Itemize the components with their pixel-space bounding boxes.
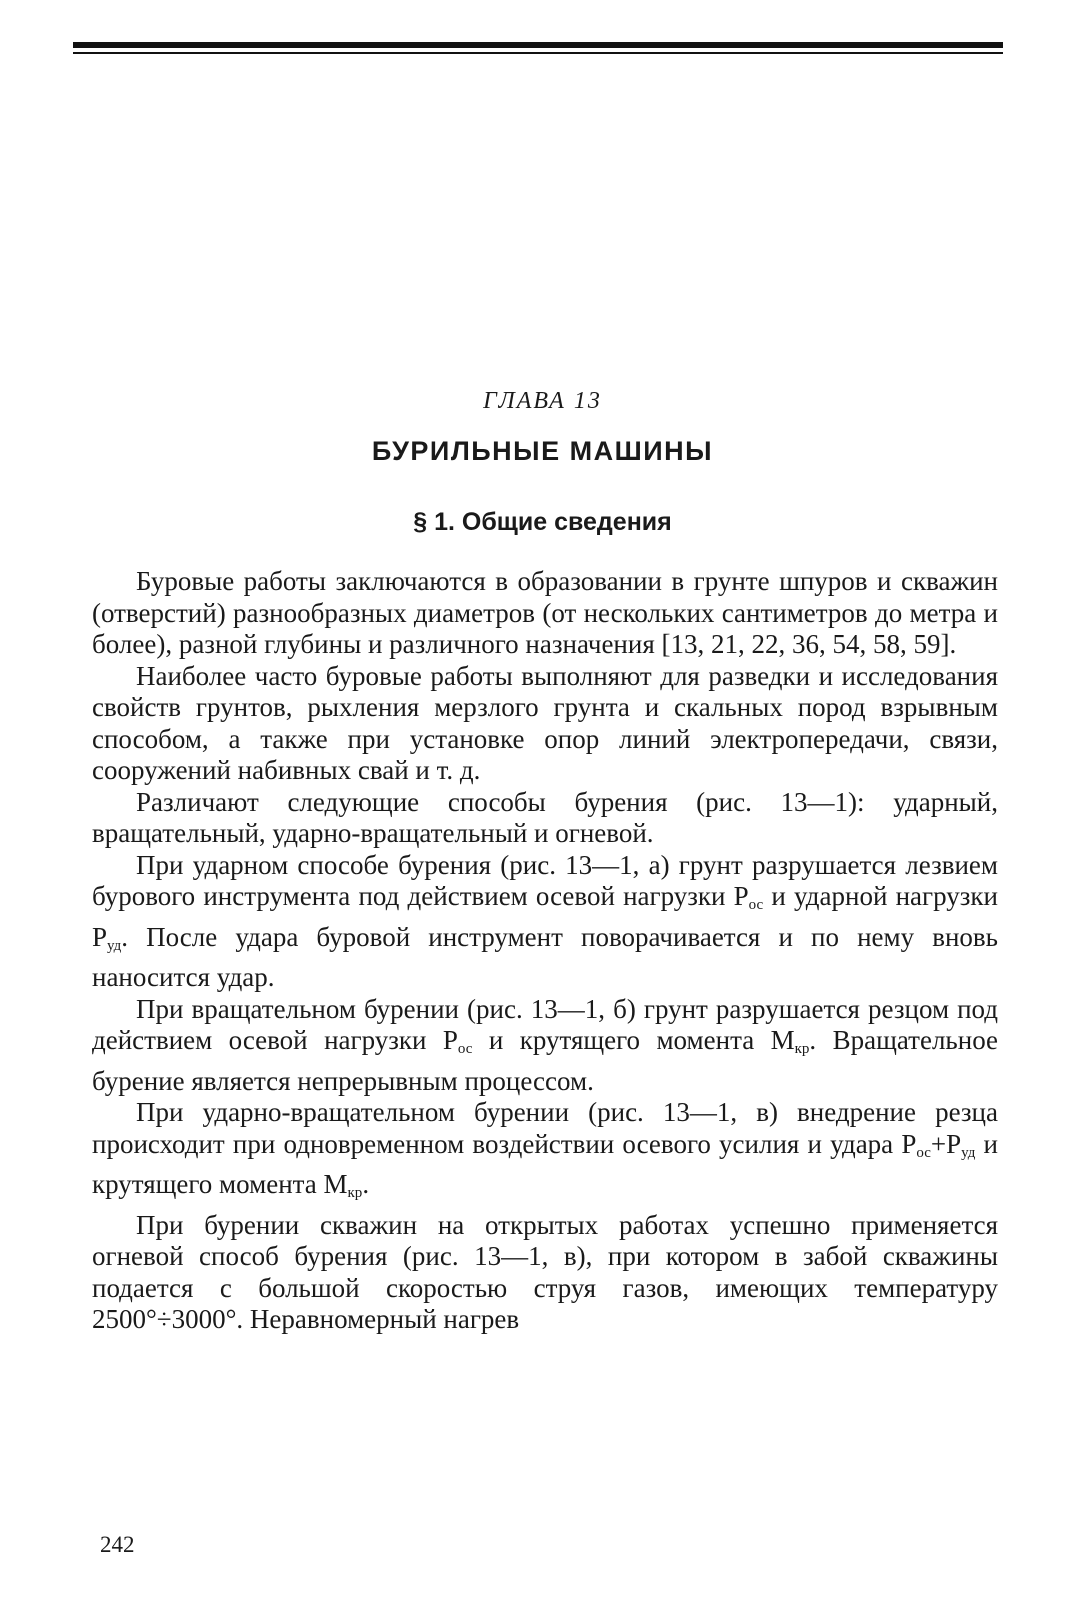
subscript-os: ос [457, 1041, 473, 1057]
page-number: 242 [100, 1532, 135, 1557]
paragraph-5 [92, 994, 998, 1098]
paragraph-6-part-b: +Р [930, 1128, 962, 1159]
paragraph-4-part-a: При ударном способе бурения (рис. 13—1, а) грунт разрушается лезвием бурового инструмента под действием осевой нагрузки Р [92, 849, 998, 911]
subscript-kr: кр [794, 1041, 810, 1057]
paragraph-3: Различают следующие способы бурения (рис. 13—1): ударный, вращательный, ударно-вращательный и огневой. [92, 786, 998, 848]
subscript-os: ос [748, 897, 764, 913]
top-rule-thin [73, 52, 1003, 54]
paragraph-5-part-c: . Вращательное бурение является непрерывным процессом. [92, 1025, 999, 1096]
paragraph-6-part-d: . [362, 1169, 370, 1199]
subscript-os: ос [916, 1144, 931, 1161]
subscript-kr: кр [347, 1185, 363, 1201]
section-title: § 1. Общие сведения [413, 508, 672, 536]
paragraph-5-part-a: При вращательном бурении (рис. 13—1, б) грунт разрушается резцом под действием осевой нагрузки Р [92, 993, 998, 1055]
paragraph-5-part-b: и крутящего момента М [472, 1025, 795, 1055]
paragraph-2: Наиболее часто буровые работы выполняют для разведки и исследования свойств грунтов, рыхления мерзлого грунта и скальных пород взрывным способом, а также при установке опор линий электропередачи, связи, сооружений набивных свай и т. д. [92, 660, 998, 785]
paragraph-7: При бурении скважин на открытых работах успешно применяется огневой способ бурения (рис. 13—1, в), при котором в забой скважины подается с большой скоростью струя газов, имеющих температуру 2500°÷3000°. Неравномерный нагрев [92, 1209, 998, 1334]
chapter-label: ГЛАВА 13 [483, 388, 602, 414]
paragraph-4 [92, 850, 998, 994]
subscript-ud: уд [107, 937, 122, 954]
chapter-title: БУРИЛЬНЫЕ МАШИНЫ [371, 436, 714, 466]
paragraph-6 [92, 1097, 998, 1210]
paragraph-1: Буровые работы заключаются в образовании в грунте шпуров и скважин (отверстий) разнообразных диаметров (от нескольких сантиметров до метра и более), разной глубины и различного назначения [13, 21, 22, 36, 54, 58, 59]. [92, 566, 998, 659]
paragraph-4-part-b: и ударной нагрузки Р [92, 881, 998, 952]
paragraph-6-part-a: При ударно-вращательном бурении (рис. 13—1, в) внедрение резца происходит при одновременном воздействии осевого усилия и удара Р [92, 1097, 998, 1159]
paragraph-6-part-c: и крутящего момента М [92, 1128, 999, 1199]
body-text [92, 566, 998, 1336]
top-rule-thick [73, 42, 1003, 48]
paragraph-4-part-c: . После удара буровой инструмент поворачивается и по нему вновь наносится удар. [92, 921, 998, 992]
subscript-ud: уд [961, 1144, 976, 1161]
